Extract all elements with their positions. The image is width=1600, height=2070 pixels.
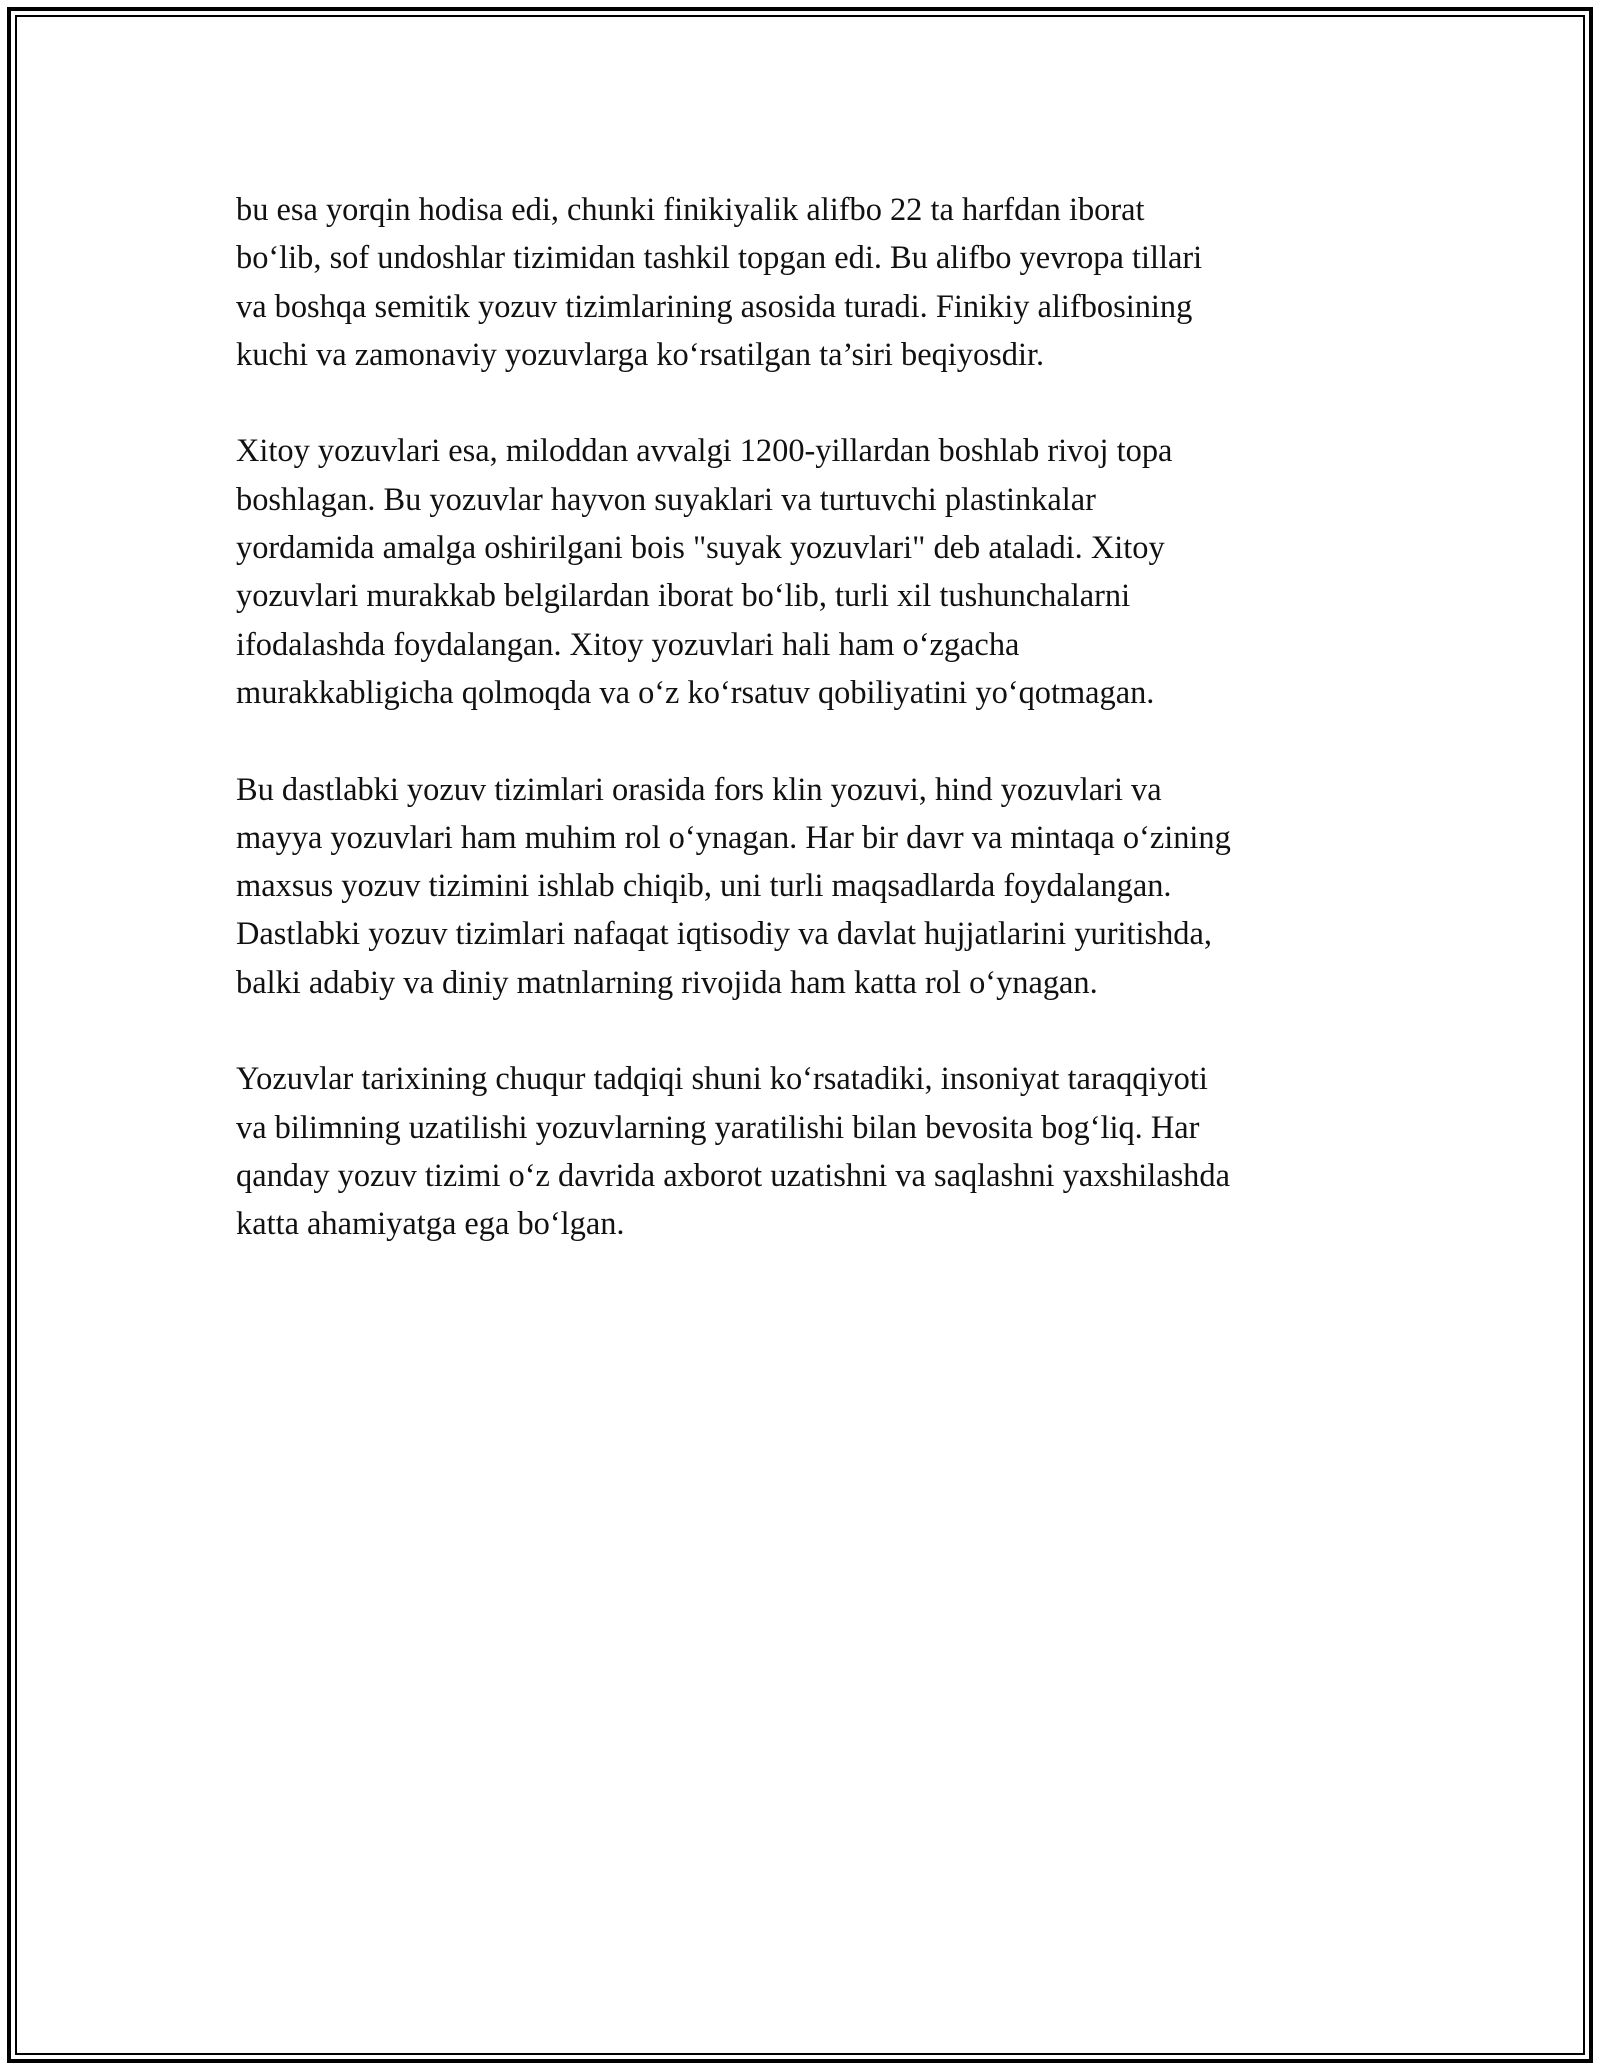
document-body (236, 186, 1396, 1297)
paragraph-writing-history-conclusion: Yozuvlar tarixining chuqur tadqiqi shuni ko‘rsatadiki, insoniyat taraqqiyoti va bilimning uzatilishi yozuvlarning yaratilishi bilan bevosita bog‘liq. Har qanday yozuv tizimi o‘z davrida axborot uzatishni va saqlashni yaxshilashda katta ahamiyatga ega bo‘lgan. (236, 1061, 1230, 1243)
paragraph-phoenician-alphabet: bu esa yorqin hodisa edi, chunki finikiyalik alifbo 22 ta harfdan iborat bo‘lib, sof undoshlar tizimidan tashkil topgan edi. Bu alifbo yevropa tillari va boshqa semitik yozuv tizimlarining asosida turadi. Finikiy alifbosining kuchi va zamonaviy yozuvlarga ko‘rsatilgan ta’siri beqiyosdir. (236, 192, 1203, 373)
paragraph-chinese-writing: Xitoy yozuvlari esa, miloddan avvalgi 1200-yillardan boshlab rivoj topa boshlagan. Bu yozuvlar hayvon suyaklari va turtuvchi plastinkalar yordamida amalga oshirilgani bois "suyak yozuvlari" deb ataladi. Xitoy yozuvlari murakkab belgilardan iborat bo‘lib, turli xil tushunchalarni ifodalashda foydalangan. Xitoy yozuvlari hali ham o‘zgacha murakkabligicha qolmoqda va o‘z ko‘rsatuv qobiliyatini yo‘qotmagan. (236, 433, 1173, 711)
paragraph-other-early-scripts: Bu dastlabki yozuv tizimlari orasida fors klin yozuvi, hind yozuvlari va mayya yozuvlari ham muhim rol o‘ynagan. Har bir davr va mintaqa o‘zining maxsus yozuv tizimini ishlab chiqib, uni turli maqsadlarda foydalangan. Dastlabki yozuv tizimlari nafaqat iqtisodiy va davlat hujjatlarini yuritishda, balki adabiy va diniy matnlarning rivojida ham katta rol o‘ynagan. (236, 771, 1231, 1001)
